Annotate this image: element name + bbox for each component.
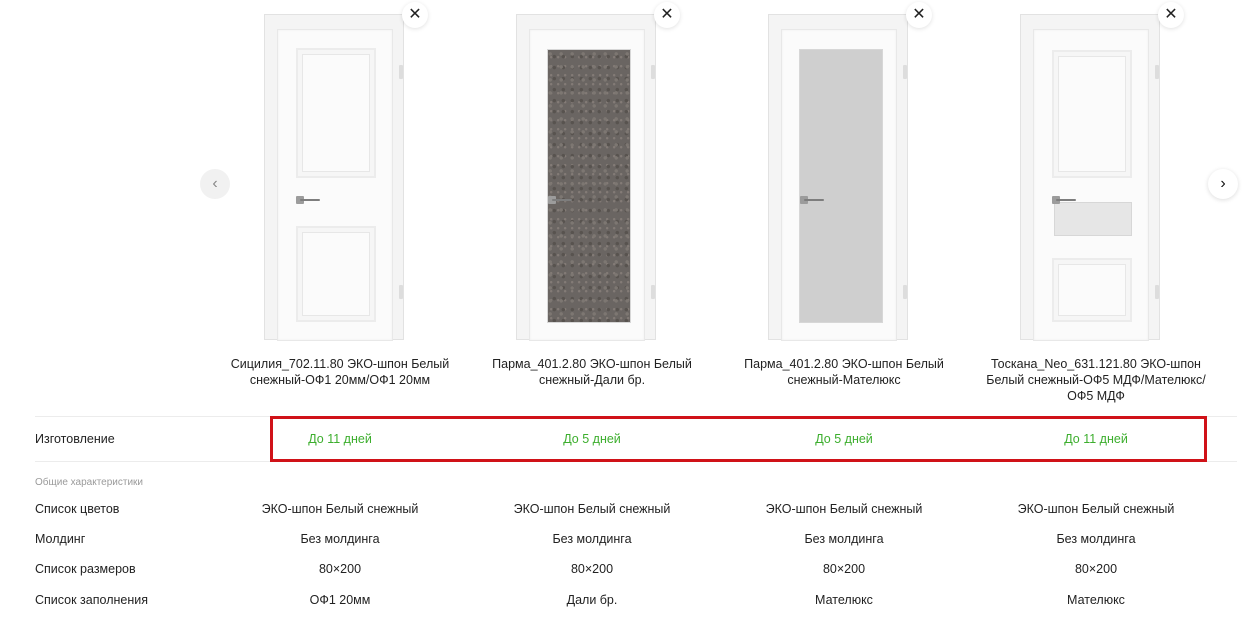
spec-value: ОФ1 20мм xyxy=(309,593,371,607)
door-panel xyxy=(296,226,376,322)
remove-product-button[interactable] xyxy=(906,2,932,28)
spec-value: Мателюкс xyxy=(815,593,873,607)
row-label: Список заполнения xyxy=(35,593,148,607)
product-carousel xyxy=(214,0,1222,410)
door-handle xyxy=(296,196,320,204)
product-title[interactable]: Тоскана_Neo_631.121.80 ЭКО-шпон Белый снежный-ОФ5 МДФ/Мателюкс/ОФ5 МДФ xyxy=(986,357,1206,403)
highlight-annotation xyxy=(270,416,1207,462)
door-handle xyxy=(548,196,572,204)
product-card xyxy=(718,0,970,410)
spec-value: Без молдинга xyxy=(1056,532,1136,546)
product-title[interactable]: Парма_401.2.80 ЭКО-шпон Белый снежный-Мателюкс xyxy=(744,357,944,387)
manufacturing-time: До 5 дней xyxy=(563,432,621,446)
door-frame xyxy=(1020,14,1160,340)
door-panel xyxy=(1052,258,1132,322)
spec-row-colors xyxy=(0,494,1252,524)
spec-value: 80×200 xyxy=(570,562,614,576)
spec-value: 80×200 xyxy=(822,562,866,576)
spec-row-filling xyxy=(0,585,1252,615)
chevron-left-icon: ‹ xyxy=(212,175,218,192)
spec-value: Без молдинга xyxy=(552,532,632,546)
remove-product-button[interactable] xyxy=(654,2,680,28)
door-glass xyxy=(547,49,631,323)
row-label: Список размеров xyxy=(35,562,136,576)
remove-product-button[interactable] xyxy=(1158,2,1184,28)
product-card xyxy=(214,0,466,410)
product-card xyxy=(466,0,718,410)
spec-value: ЭКО-шпон Белый снежный xyxy=(513,502,671,516)
door-leaf xyxy=(781,29,897,341)
door-glass xyxy=(799,49,883,323)
door-frame xyxy=(516,14,656,340)
close-icon: ✕ xyxy=(408,6,422,23)
row-label: Молдинг xyxy=(35,532,86,546)
spec-value: Дали бр. xyxy=(566,593,618,607)
row-label: Список цветов xyxy=(35,502,120,516)
spec-value: Без молдинга xyxy=(300,532,380,546)
product-image[interactable] xyxy=(768,14,920,340)
product-image[interactable] xyxy=(1020,14,1172,340)
product-title[interactable]: Сицилия_702.11.80 ЭКО-шпон Белый снежный-ОФ1 20мм/ОФ1 20мм xyxy=(230,357,450,387)
close-icon: ✕ xyxy=(660,6,674,23)
spec-row-sizes xyxy=(0,554,1252,584)
door-leaf xyxy=(277,29,393,341)
door-panel xyxy=(296,48,376,178)
spec-value: ЭКО-шпон Белый снежный xyxy=(1017,502,1175,516)
product-card xyxy=(970,0,1222,410)
product-title[interactable]: Парма_401.2.80 ЭКО-шпон Белый снежный-Дали бр. xyxy=(492,357,692,387)
door-leaf xyxy=(529,29,645,341)
spec-value: ЭКО-шпон Белый снежный xyxy=(765,502,923,516)
door-handle xyxy=(800,196,824,204)
door-leaf xyxy=(1033,29,1149,341)
manufacturing-time: До 11 дней xyxy=(1064,432,1128,446)
manufacturing-time: До 11 дней xyxy=(308,432,372,446)
chevron-right-icon: › xyxy=(1220,175,1226,192)
spec-value: ЭКО-шпон Белый снежный xyxy=(261,502,419,516)
door-frame xyxy=(264,14,404,340)
product-image[interactable] xyxy=(516,14,668,340)
row-label: Изготовление xyxy=(35,432,115,446)
close-icon: ✕ xyxy=(912,6,926,23)
spec-value: 80×200 xyxy=(318,562,362,576)
remove-product-button[interactable] xyxy=(402,2,428,28)
door-frame xyxy=(768,14,908,340)
door-panel xyxy=(1052,50,1132,178)
spec-value: Мателюкс xyxy=(1067,593,1125,607)
manufacturing-time: До 5 дней xyxy=(815,432,873,446)
section-title: Общие характеристики xyxy=(35,477,144,488)
close-icon: ✕ xyxy=(1164,6,1178,23)
product-image[interactable] xyxy=(264,14,416,340)
spec-value: Без молдинга xyxy=(804,532,884,546)
spec-row-molding xyxy=(0,524,1252,554)
door-handle xyxy=(1052,196,1076,204)
door-glass-insert xyxy=(1054,202,1132,236)
spec-value: 80×200 xyxy=(1074,562,1118,576)
